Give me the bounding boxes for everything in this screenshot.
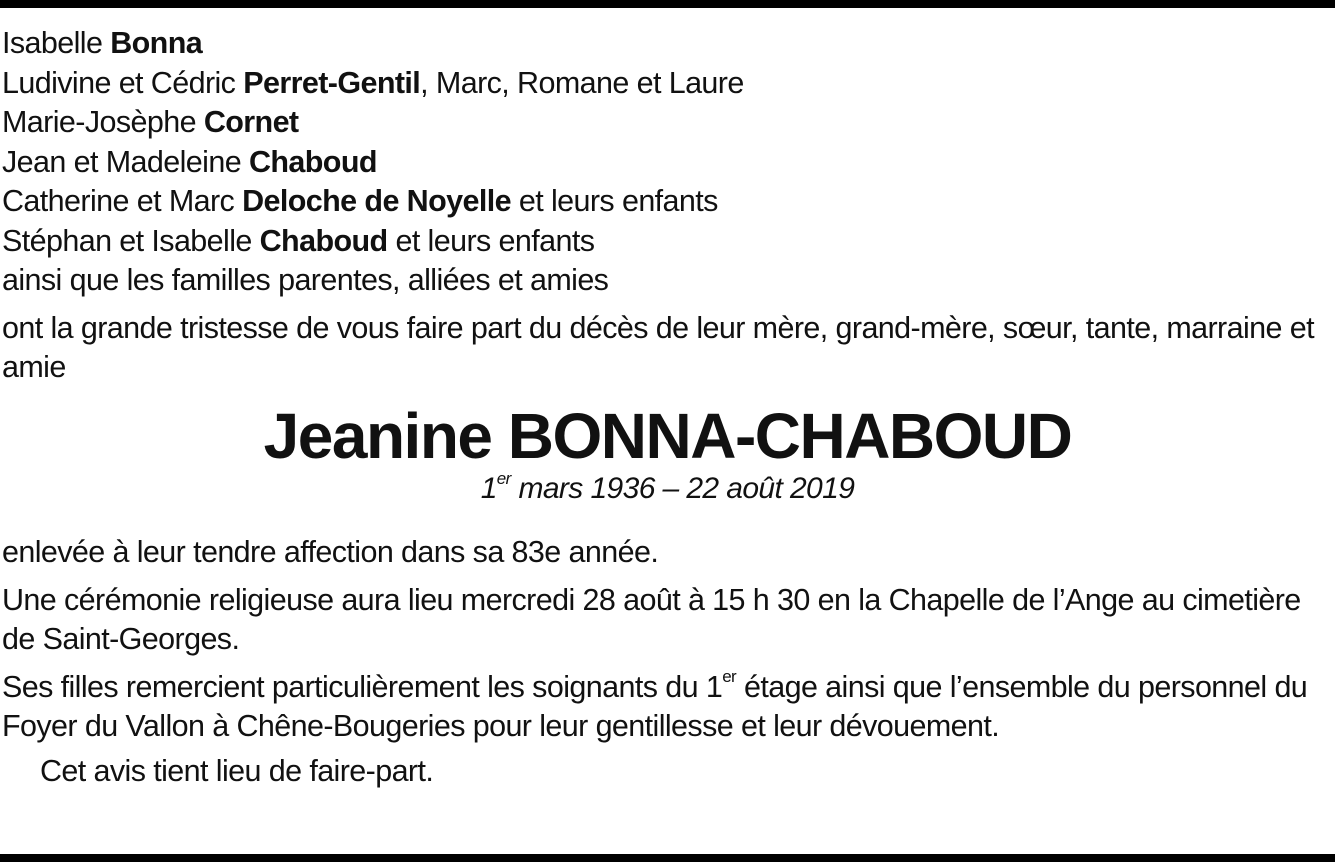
announcement-text: ont la grande tristesse de vous faire part du décès de leur mère, grand-mère, sœur, tante, marraine et amie xyxy=(2,310,1314,384)
birth-day-ordinal: er xyxy=(496,468,511,488)
family-surname: Perret-Gentil xyxy=(243,65,421,100)
family-line xyxy=(2,182,1333,222)
affection-text: enlevée à leur tendre affection dans sa 83e année. xyxy=(2,534,659,569)
family-suffix: et leurs enfants xyxy=(510,184,718,218)
life-dates-rest: mars 1936 – 22 août 2019 xyxy=(510,471,855,505)
family-surname: Bonna xyxy=(110,26,203,60)
family-line xyxy=(2,143,1333,183)
floor-ordinal: er xyxy=(722,667,737,687)
thanks-text-end: étage ainsi que l’ensemble du personnel du Foyer du Vallon à Chêne-Bougeries pour leur gentillesse et leur dévouement. xyxy=(2,669,1308,743)
obituary-notice xyxy=(2,24,1333,791)
family-given-names: Isabelle xyxy=(2,26,111,60)
family-given-names: ainsi que les familles parentes, alliées et amies xyxy=(2,263,609,297)
family-list xyxy=(2,24,1333,301)
top-border-rule xyxy=(0,0,1335,8)
family-given-names: Ludivine et Cédric xyxy=(2,65,244,100)
family-surname: Deloche de Noyelle xyxy=(242,184,511,218)
thanks-text xyxy=(2,668,1333,746)
life-dates xyxy=(2,468,1333,507)
birth-day: 1 xyxy=(480,471,497,505)
family-given-names: Catherine et Marc xyxy=(2,184,243,218)
family-surname: Chaboud xyxy=(248,144,377,179)
family-given-names: Stéphan et Isabelle xyxy=(2,223,260,258)
family-line xyxy=(2,261,1333,301)
family-line xyxy=(2,64,1333,104)
family-surname: Cornet xyxy=(203,105,299,139)
family-line xyxy=(2,103,1333,143)
ceremony-text: Une cérémonie religieuse aura lieu mercredi 28 août à 15 h 30 en la Chapelle de l’Ange au cimetière de Saint-Georges. xyxy=(2,582,1301,656)
deceased-name: Jeanine BONNA-CHABOUD xyxy=(263,399,1072,472)
family-surname: Chaboud xyxy=(259,223,388,258)
family-suffix: et leurs enfants xyxy=(387,223,595,258)
family-given-names: Marie-Josèphe xyxy=(2,105,204,139)
family-line xyxy=(2,24,1333,64)
family-given-names: Jean et Madeleine xyxy=(2,144,249,179)
family-suffix: , Marc, Romane et Laure xyxy=(420,65,744,100)
family-line xyxy=(2,222,1333,262)
closing-note: Cet avis tient lieu de faire-part. xyxy=(40,753,434,788)
bottom-border-rule xyxy=(0,854,1335,862)
thanks-text-start: Ses filles remercient particulièrement les soignants du 1 xyxy=(2,669,723,704)
